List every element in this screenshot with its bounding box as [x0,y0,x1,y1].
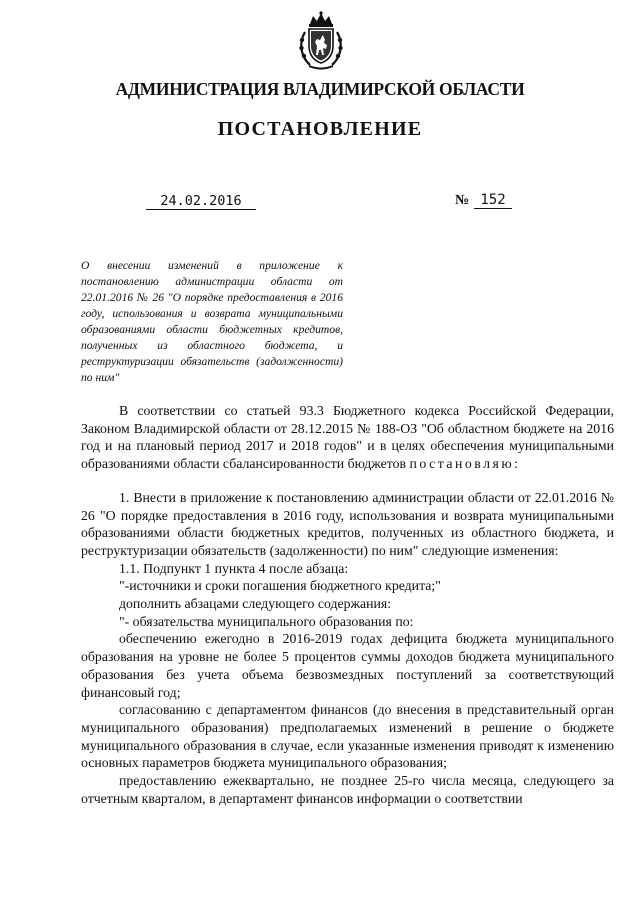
obligation-agreement: согласованию с департаментом финансов (до внесения в представительный орган муниципального образования) предполагаемых изменений в решение о бюджете муниципального образования в случае, если указанные изменения приводят к изменению основных параметров бюджета муниципального образования; [81,702,614,771]
preamble-text: В соответствии со статьей 93.3 Бюджетного кодекса Российской Федерации, Законом Владимирской области от 28.12.2015 № 188-ОЗ "Об областном бюджете на 2016 год и на плановый период 2017 и 2018 годов" и в целях обеспечения муниципальными образованиями области сбалансированности бюджетов [81,403,614,472]
document-body [81,402,614,807]
document-date: 24.02.2016 [146,193,256,210]
obligation-reporting: предоставлению ежеквартально, не позднее 25-го числа месяца, следующего за отчетным кварталом, в департамент финансов информации о соответствии [81,773,614,806]
document-type-title: ПОСТАНОВЛЕНИЕ [217,118,423,140]
resolve-word: постановляю: [409,456,521,472]
document-subject: О внесении изменений в приложение к постановлению администрации области от 22.01.2016 № 26 "О порядке предоставления в 2016 году, использования и возврата муниципальными образованиями области бюджетных кредитов, полученных из областного бюджета, и реструктуризации обязательств (задолженности) по ним" [81,259,343,384]
preamble-paragraph [81,402,614,473]
quoted-abzats: "-источники и сроки погашения бюджетного кредита;" [119,578,441,594]
obligation-deficit: обеспечению ежегодно в 2016-2019 годах дефицита бюджета муниципального образования на уровне не более 5 процентов суммы доходов бюджета муниципального образования без учета объема безвозмездных поступлений за соответствующий финансовый год; [81,631,614,700]
paragraph-1: 1. Внести в приложение к постановлению администрации области от 22.01.2016 № 26 "О порядке предоставления в 2016 году, использования и возврата муниципальными образованиями области бюджетных кредитов, полученных из областного бюджета, и реструктуризации обязательств (задолженности) по ним" следующие изменения: [81,489,614,558]
organization-title: АДМИНИСТРАЦИЯ ВЛАДИМИРСКОЙ ОБЛАСТИ [115,79,525,99]
coat-of-arms-icon [296,10,346,70]
obligations-intro: "- обязательства муниципального образования по: [119,613,414,629]
supplement-line: дополнить абзацами следующего содержания: [119,596,392,612]
document-number: 152 [474,192,512,209]
number-label: № [455,193,470,208]
paragraph-1-1: 1.1. Подпункт 1 пункта 4 после абзаца: [119,560,349,576]
